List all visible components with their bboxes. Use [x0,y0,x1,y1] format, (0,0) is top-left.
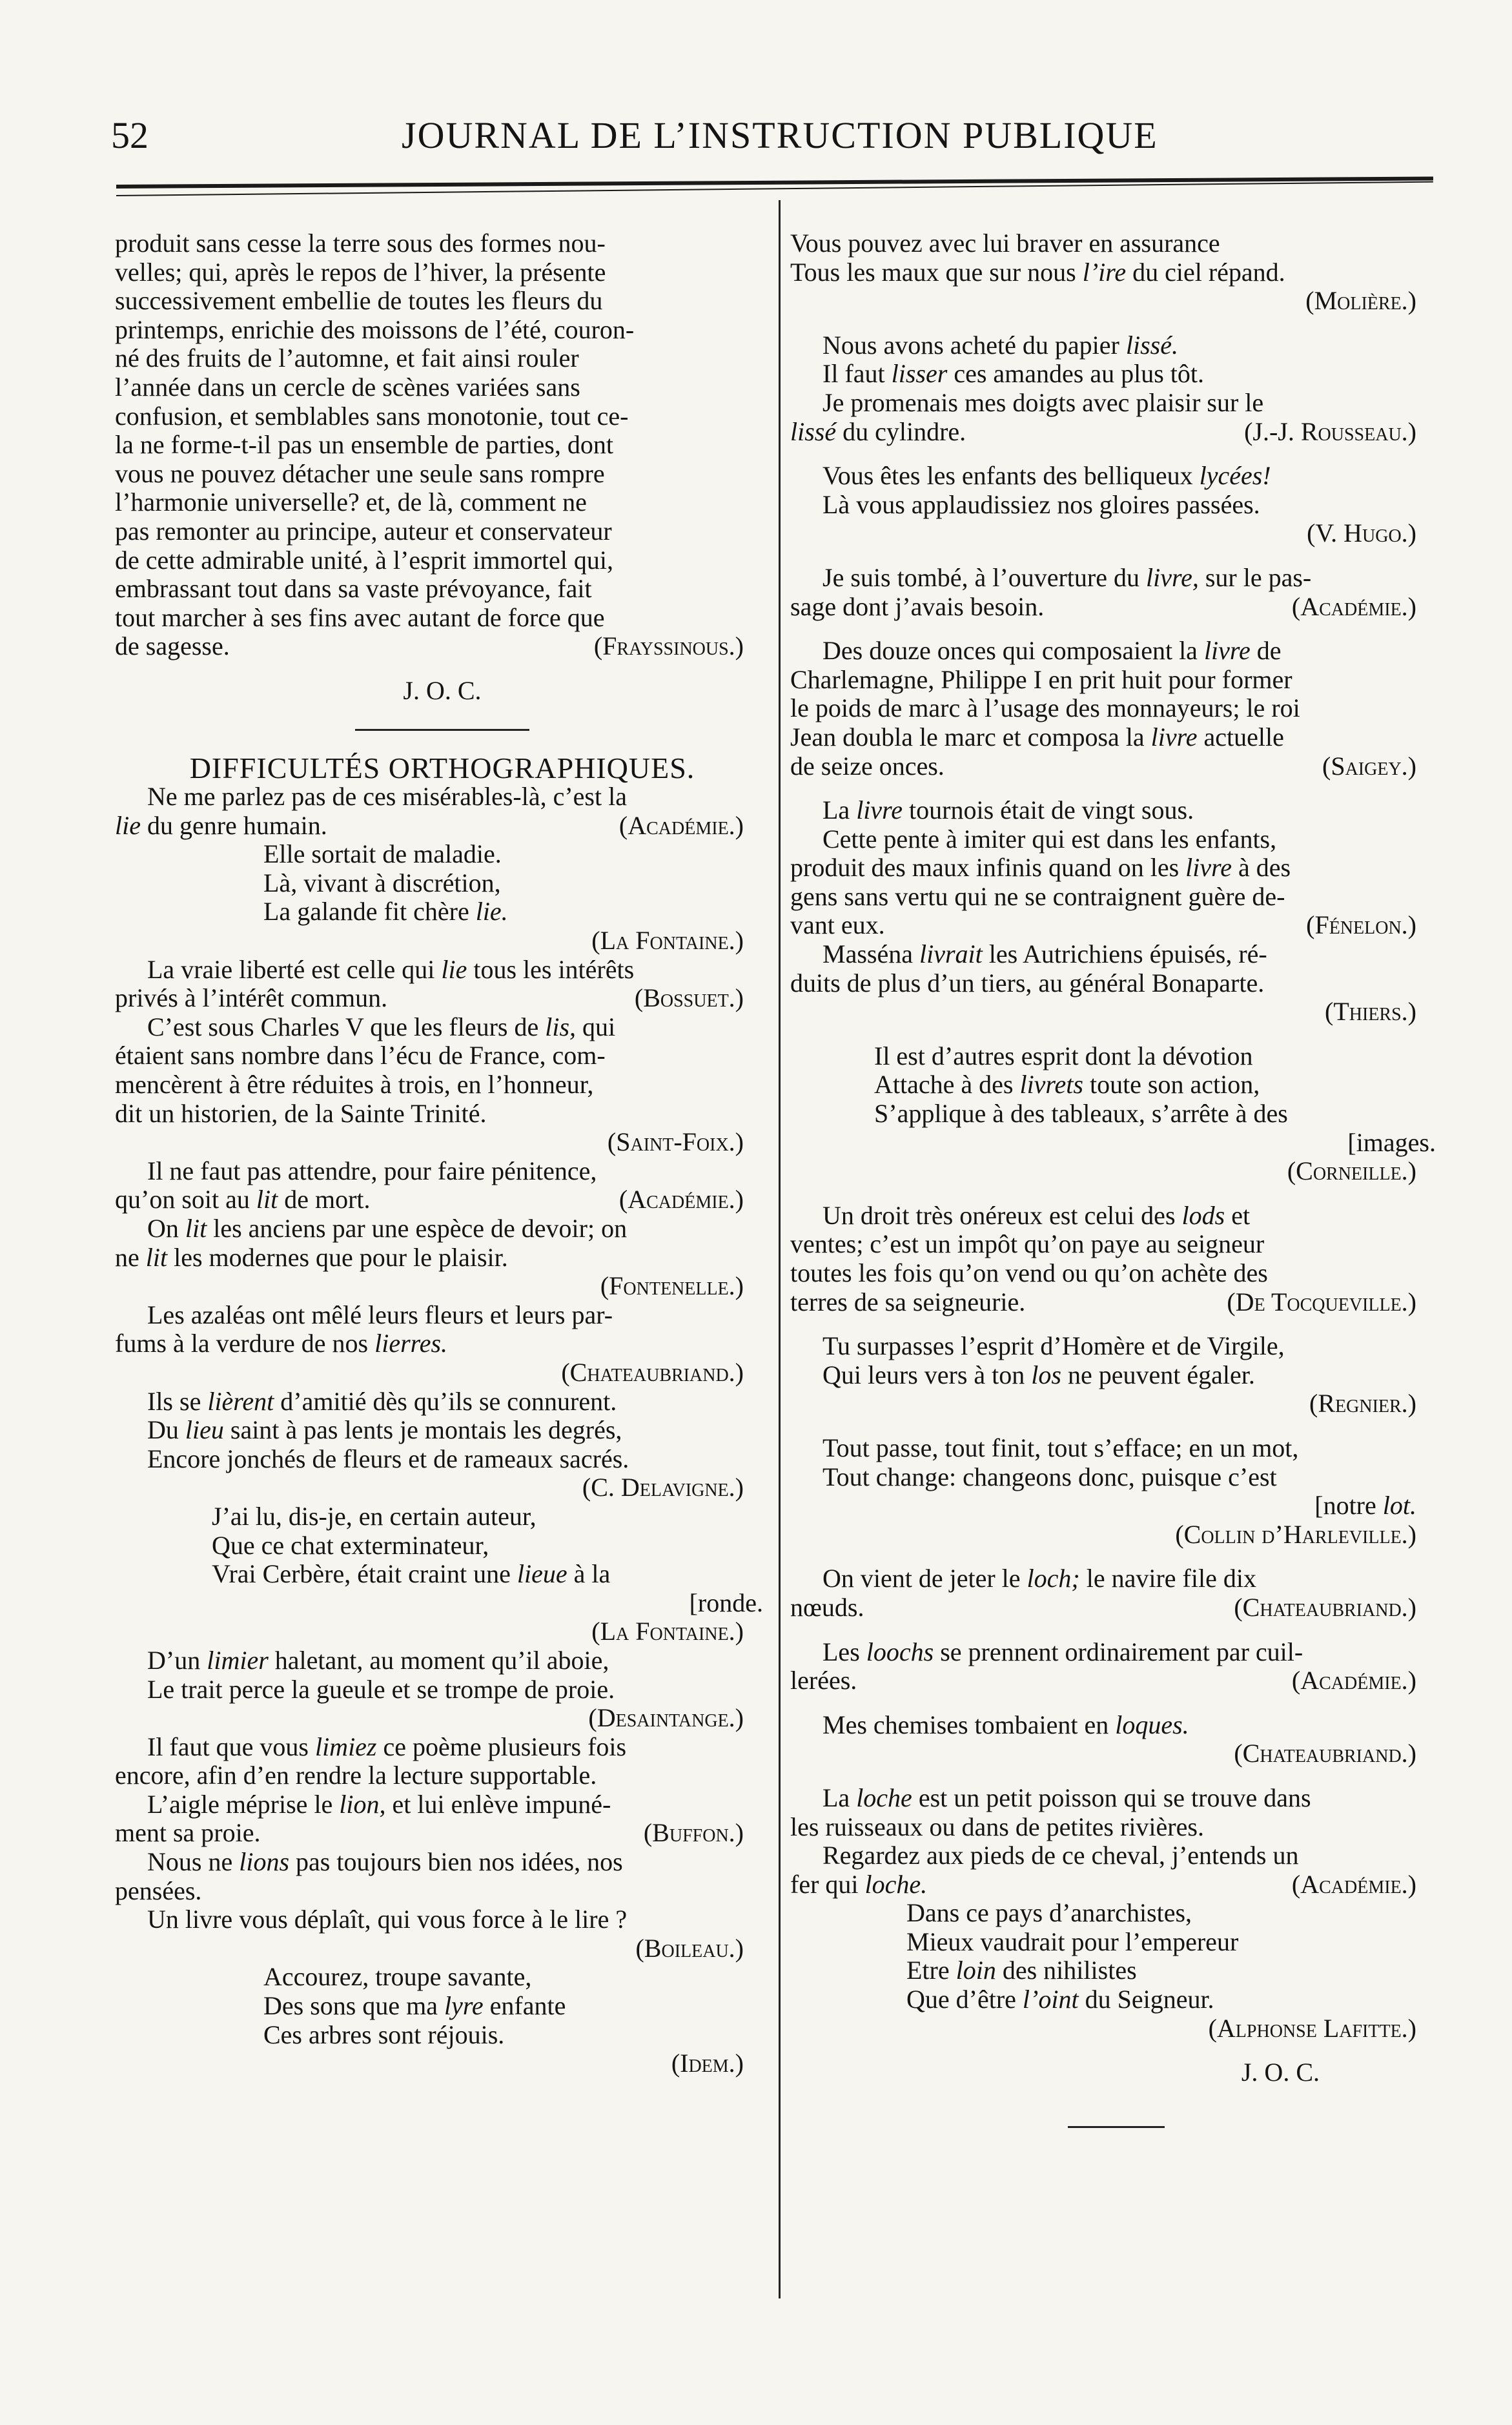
attribution: (Académie.) [1291,1666,1416,1695]
keyword: lods [1181,1200,1225,1230]
keyword: lissé [790,416,837,446]
keyword: lièrent [207,1386,274,1416]
keyword: livre [1203,636,1251,666]
text-line [790,1711,1442,1740]
text-line: Je promenais mes doigts avec plaisir sur le [822,387,1264,417]
keyword: loques. [1115,1710,1189,1739]
text-line: né des fruits de l’automne, et fait ainsi rouler [115,343,579,373]
text-line [790,418,1442,447]
text-line [790,1666,1442,1695]
verse-line [790,1491,1442,1520]
text-span: pas toujours bien nos idées, nos [289,1847,623,1877]
text-span: de [1250,636,1282,666]
keyword: lot. [1382,1491,1416,1520]
text-line: tout marcher à ses fins avec autant de force que [115,602,605,632]
verse-line: [images. [1347,1127,1436,1157]
text-span: de sagesse. [115,631,230,661]
verse-line: J’ai lu, dis-je, en certain auteur, [212,1501,536,1531]
text-span: Qui leurs vers à ton [822,1360,1032,1389]
keyword: loin [955,1956,996,1985]
attribution: (Buffon.) [643,1818,744,1848]
text-span: lerées. [790,1666,857,1695]
column-divider [779,200,781,2298]
attribution: (Frayssinous.) [593,631,744,661]
text-line: toutes les fois qu’on vend ou qu’on achète des [790,1258,1268,1287]
text-line [790,752,1442,781]
keyword: loch; [1027,1564,1080,1593]
text-span: et [1225,1200,1251,1230]
text-span: Masséna [822,939,919,969]
text-span: haletant, au moment qu’il aboie, [268,1645,609,1675]
text-line: pas remonter au principe, auteur et conservateur [115,516,612,546]
verse-line: [ronde. [689,1588,763,1617]
journal-title: JOURNAL DE L’INSTRUCTION PUBLIQUE [402,114,1158,156]
text-span: est un petit poisson qui se trouve dans [912,1783,1311,1812]
text-line: Charlemagne, Philippe I en prit huit pour former [790,664,1292,694]
keyword: livre [1150,722,1198,752]
attribution: (J.-J. Rousseau.) [1244,416,1416,446]
attribution: (Alphonse Lafitte.) [1208,2013,1416,2043]
text-span: sur le pas- [1198,562,1312,592]
keyword: lyre [444,1991,484,2021]
text-span: qu’on soit au [115,1185,256,1214]
text-line [790,1638,1442,1667]
text-line [790,911,1442,940]
attribution: (Saigey.) [1322,751,1416,781]
section-separator [1068,2126,1165,2128]
text-span: du Seigneur. [1078,1985,1214,2014]
text-line [790,1870,1442,1899]
signature: J. O. C. [403,675,482,705]
text-span: vant eux. [790,910,885,940]
text-span: terres de sa seigneurie. [790,1287,1026,1316]
text-span: On [147,1214,185,1243]
attribution: (Collin d’Harleville.) [1175,1519,1416,1549]
attribution: (Fontenelle.) [600,1271,744,1301]
attribution: (Bossuet.) [634,983,744,1013]
attribution: (Thiers.) [1325,997,1416,1027]
verse-line [115,1992,770,2021]
text-span: Il faut que vous [147,1732,315,1761]
text-span: privés à l’intérêt commun. [115,983,388,1013]
verse-line: Dans ce pays d’anarchistes, [906,1898,1192,1928]
text-span: [notre [1314,1491,1383,1520]
verse-line: Il est d’autres esprit dont la dévotion [874,1041,1253,1070]
attribution: (La Fontaine.) [591,1617,744,1646]
text-span: nœuds. [790,1592,864,1622]
text-line [115,1185,770,1214]
page-number: 52 [111,114,148,156]
verse-line [790,1361,1442,1390]
text-line [790,796,1442,825]
text-span: Tous les maux que sur nous [790,257,1083,287]
attribution: (Chateaubriand.) [561,1357,744,1387]
text-span: Jean doubla le marc et composa la [790,722,1151,752]
attribution: (Molière.) [1305,286,1416,316]
text-line: printemps, enrichie des moissons de l’été, couron- [115,314,635,344]
text-span: Mes chemises tombaient en [822,1710,1116,1739]
keyword: los [1031,1360,1061,1389]
attribution: (V. Hugo.) [1307,518,1416,548]
attribution: (Corneille.) [1287,1156,1416,1186]
text-line [790,462,1442,491]
text-line: Regardez aux pieds de ce cheval, j’entends un [822,1841,1299,1870]
attribution: (Saint-Foix.) [607,1127,744,1157]
text-span: tous les intérêts [467,954,635,984]
section-heading: DIFFICULTÉS ORTHOGRAPHIQUES. [189,751,695,784]
attribution: (De Tocqueville.) [1227,1287,1416,1316]
keyword: lisser [891,359,948,389]
verse-line: Ces arbres sont réjouis. [263,2020,505,2049]
verse-line: Accourez, troupe savante, [263,1962,532,1992]
text-span: ment sa proie. [115,1818,261,1848]
text-span: ne peuvent égaler. [1061,1360,1255,1389]
left-column [115,229,770,2078]
text-line [115,1790,770,1819]
text-line [790,1202,1442,1231]
text-line: gens sans vertu qui ne se contraignent guère de- [790,881,1285,911]
text-span: Des douze onces qui composaient la [822,636,1204,666]
text-span: fer qui [790,1869,865,1899]
text-line: Encore jonchés de fleurs et de rameaux sacrés. [147,1444,629,1473]
text-line [790,1564,1442,1593]
text-line: les ruisseaux ou dans de petites rivières. [790,1812,1204,1841]
text-line [790,1784,1442,1813]
text-line [115,1243,770,1273]
text-line [115,632,770,661]
text-line [115,1214,770,1243]
verse-line: Tout passe, tout finit, tout s’efface; en un mot, [822,1433,1299,1462]
text-line: Les azaléas ont mêlé leurs fleurs et leurs par- [147,1300,613,1329]
text-span: Vrai Cerbère, était craint une [212,1559,517,1589]
text-span: La [822,1783,857,1812]
text-span: Ils se [147,1386,208,1416]
verse-line: Elle sortait de maladie. [263,839,502,869]
text-line [790,1593,1442,1622]
text-span: à la [567,1559,611,1589]
text-span: les anciens par une espèce de devoir; on [207,1214,628,1243]
text-span: Vous êtes les enfants des belliqueux [822,461,1200,491]
keyword: livre, [1146,562,1199,592]
verse-line: Tu surpasses l’esprit d’Homère et de Virgile, [822,1331,1285,1361]
keyword: lion, [339,1789,386,1819]
keyword: lierres. [374,1329,448,1358]
keyword: lions [239,1847,290,1877]
verse-line: S’applique à des tableaux, s’arrête à des [874,1099,1288,1129]
text-span: Des sons que ma [263,1991,444,2021]
keyword: l’ire [1082,257,1127,287]
text-span: à des [1231,853,1291,883]
text-span: Les [822,1637,866,1666]
verse-line: Là, vivant à discrétion, [263,868,501,897]
text-span: du cylindre. [836,416,966,446]
text-span: ce poème plusieurs fois [376,1732,627,1761]
text-span: enfante [483,1991,566,2021]
text-line: l’année dans un cercle de scènes variées sans [115,372,580,402]
text-line [115,984,770,1013]
text-line [115,1646,770,1675]
signature: J. O. C. [1241,2058,1320,2087]
keyword: lie. [475,897,508,926]
verse-line [790,258,1442,287]
text-line [790,637,1442,666]
text-line [115,812,770,841]
keyword: lie [441,954,467,984]
header-rule [116,177,1433,189]
text-span: Il faut [822,359,892,389]
text-span: fums à la verdure de nos [115,1329,375,1358]
text-line [790,940,1442,969]
text-span: de mort. [278,1185,371,1214]
text-line: Le trait perce la gueule et se trompe de proie. [147,1674,615,1704]
attribution: (Chateaubriand.) [1234,1739,1416,1768]
keyword: l’oint [1022,1985,1079,2014]
text-span: de seize onces. [790,751,945,781]
text-line [790,360,1442,389]
text-span: Nous avons acheté du papier [822,330,1126,360]
keyword: loche [856,1783,912,1812]
keyword: lieu [185,1415,224,1445]
text-line: vous ne pouvez détacher une seule sans rompre [115,458,605,488]
text-line: Cette pente à imiter qui est dans les enfants, [822,824,1277,854]
text-line: la ne forme-t-il pas un ensemble de parties, dont [115,430,613,460]
keyword: lit [145,1242,168,1272]
attribution: (Chateaubriand.) [1234,1592,1416,1622]
text-span: Je suis tombé, à l’ouverture du [822,562,1146,592]
text-line: le poids de marc à l’usage des monnayeurs; le roi [790,693,1300,723]
text-line [115,1387,770,1417]
text-line: dit un historien, de la Sainte Trinité. [115,1098,487,1128]
text-span: Attache à des [874,1070,1020,1100]
text-span: saint à pas lents je montais les degrés, [223,1415,622,1445]
text-line: ventes; c’est un impôt qu’on paye au seigneur [790,1229,1265,1259]
text-span: ces amandes au plus tôt. [947,359,1204,389]
text-line [790,723,1442,752]
text-line: l’harmonie universelle? et, de là, comment ne [115,487,587,517]
text-span: Du [147,1415,185,1445]
verse-line [115,897,770,926]
text-span: d’amitié dès qu’ils se connurent. [274,1386,617,1416]
attribution: (C. Delavigne.) [582,1473,744,1502]
intro-paragraph [115,229,770,661]
attribution: (Académie.) [1291,1869,1416,1899]
text-line [115,1416,770,1445]
page-header [111,114,1183,165]
text-span: Etre [906,1956,956,1985]
text-line [790,854,1442,883]
keyword: lit [256,1185,278,1214]
text-span: Nous ne [147,1847,240,1877]
text-line [115,1848,770,1877]
keyword: livrait [919,939,983,969]
keyword: lissé. [1125,330,1178,360]
text-span: du ciel répand. [1126,257,1285,287]
text-span: les modernes que pour le plaisir. [167,1242,508,1272]
text-line: Ne me parlez pas de ces misérables-là, c’est la [147,782,627,812]
text-line: produit sans cesse la terre sous des formes nou- [115,229,606,258]
text-span: produit des maux infinis quand on les [790,853,1186,883]
verse-line: Tout change: changeons donc, puisque c’est [822,1462,1277,1491]
attribution: (Académie.) [618,810,744,840]
text-line: Là vous applaudissiez nos gloires passées. [822,489,1260,519]
text-span: L’aigle méprise le [147,1789,340,1819]
keyword: lieue [516,1559,567,1589]
text-span: Un droit très onéreux est celui des [822,1200,1182,1230]
text-span: On vient de jeter le [822,1564,1027,1593]
text-span: ne [115,1242,146,1272]
text-span: le navire file dix [1079,1564,1256,1593]
verse-line [790,1070,1442,1100]
verse-line: Vous pouvez avec lui braver en assurance [790,229,1220,258]
text-line: pensées. [115,1876,202,1905]
keyword: limiez [314,1732,377,1761]
keyword: lit [185,1214,207,1243]
attribution: (Académie.) [1291,591,1416,621]
keyword: lie [115,810,141,840]
attribution: (Boileau.) [635,1933,744,1963]
text-span: La vraie liberté est celle qui [147,954,442,984]
text-span: La galande fit chère [263,897,476,926]
text-span: des nihilistes [996,1956,1137,1985]
attribution: (Académie.) [618,1185,744,1214]
verse-line [790,1985,1442,2014]
text-line: étaient sans nombre dans l’écu de France, com- [115,1041,606,1070]
text-line: duits de plus d’un tiers, au général Bonaparte. [790,968,1265,998]
text-line: successivement embellie de toutes les fleurs du [115,286,603,316]
text-line [115,1329,770,1358]
right-column [790,229,1442,2128]
text-span: D’un [147,1645,207,1675]
text-line: encore, afin d’en rendre la lecture supportable. [115,1761,597,1790]
text-span: actuelle [1197,722,1284,752]
text-span: qui [576,1012,616,1041]
text-span: du genre humain. [140,810,327,840]
text-line: embrassant tout dans sa vaste prévoyance, fait [115,574,592,604]
attribution: (Desaintange.) [588,1703,744,1733]
text-span: les Autrichiens épuisés, ré- [982,939,1267,969]
attribution: (La Fontaine.) [591,926,744,956]
text-line: confusion, et semblables sans monotonie, tout ce- [115,401,629,431]
text-span: se prennent ordinairement par cuil- [934,1637,1303,1666]
verse-line [115,1560,770,1589]
attribution: (Regnier.) [1309,1389,1416,1418]
text-line [115,1013,770,1042]
text-line: mencèrent à être réduites à trois, en l’honneur, [115,1070,594,1100]
text-line: Un livre vous déplaît, qui vous force à le lire ? [147,1905,628,1934]
keyword: livrets [1019,1070,1083,1100]
text-span: tournois était de vingt sous. [903,795,1194,825]
text-line: Il ne faut pas attendre, pour faire pénitence, [147,1156,597,1185]
text-span: Que d’être [906,1985,1023,2014]
text-line [790,331,1442,360]
text-line [115,1733,770,1762]
text-line [790,593,1442,622]
keyword: loochs [866,1637,934,1666]
text-line [790,1288,1442,1317]
keyword: loche. [864,1869,928,1899]
keyword: livre [1185,853,1232,883]
keyword: livre [856,795,903,825]
text-span: La [822,795,857,825]
verse-line: Que ce chat exterminateur, [212,1530,489,1560]
keyword: limier [207,1645,269,1675]
text-line [115,956,770,985]
text-line: de cette admirable unité, à l’esprit immortel qui, [115,545,613,575]
keyword: lycées! [1199,461,1271,491]
attribution: (Fénelon.) [1306,910,1416,940]
section-separator [355,729,529,731]
verse-line [790,1956,1442,1985]
text-line: velles; qui, après le repos de l’hiver, la présente [115,257,606,287]
text-span: C’est sous Charles V que les fleurs de [147,1012,546,1041]
text-span: toute son action, [1083,1070,1260,1100]
text-line [790,564,1442,593]
keyword: lis, [545,1012,577,1041]
text-span: sage dont j’avais besoin. [790,591,1045,621]
text-span: et lui enlève impuné- [385,1789,611,1819]
attribution: (Idem.) [671,2049,744,2078]
text-line [115,1819,770,1848]
verse-line: Mieux vaudrait pour l’empereur [906,1927,1239,1956]
